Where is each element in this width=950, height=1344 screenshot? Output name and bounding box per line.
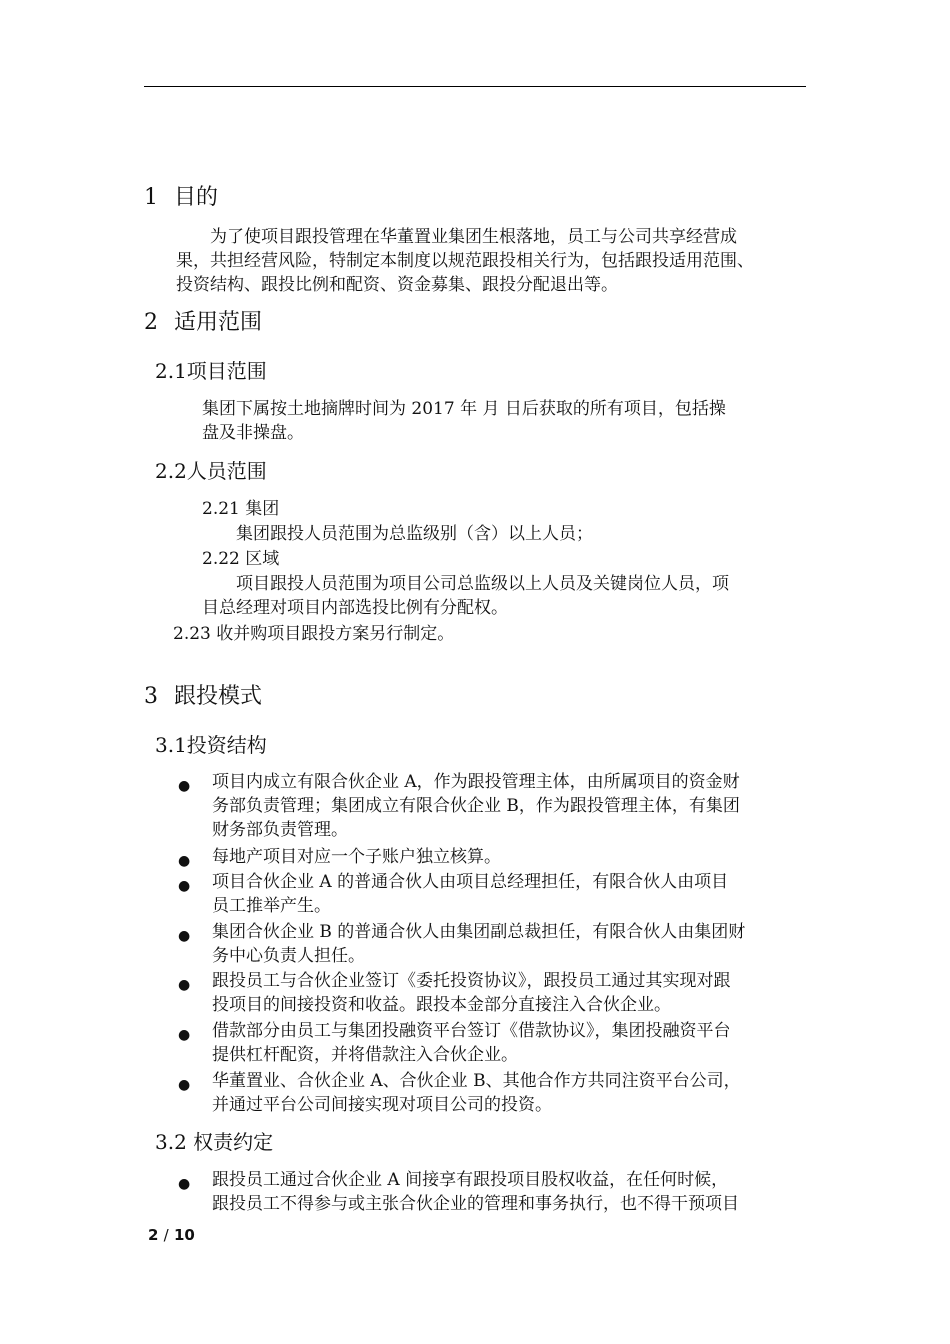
- section-2-21-body: 集团跟投人员范围为总监级别（含）以上人员；: [236, 524, 593, 544]
- list-item: ● 跟投员工与合伙企业签订《委托投资协议》，跟投员工通过其实现对跟 投项目的间接投资和收益。跟投本金部分直接注入合伙企业。: [178, 971, 731, 1015]
- section-2-22-body: 项目跟投人员范围为项目公司总监级以上人员及关键岗位人员，项 目总经理对项目内部选投比例有分配权。: [202, 574, 729, 618]
- header-rule: [144, 86, 806, 87]
- section-2-23-body: 2.23 收并购项目跟投方案另行制定。: [173, 624, 455, 644]
- bullet-icon: ●: [178, 1077, 191, 1093]
- section-2-2-heading: 2.2人员范围: [155, 459, 267, 483]
- section-2-22-title: 2.22 区域: [202, 549, 280, 569]
- list-item: ● 借款部分由员工与集团投融资平台签订《借款协议》，集团投融资平台 提供杠杆配资，并将借款注入合伙企业。: [178, 1021, 731, 1065]
- list-item: ● 华董置业、合伙企业 A、合伙企业 B、其他合作方共同注资平台公司， 并通过平台公司间接实现对项目公司的投资。: [178, 1071, 741, 1115]
- bullet-icon: ●: [178, 977, 191, 993]
- bullet-icon: ●: [178, 853, 191, 869]
- section-2-21-title: 2.21 集团: [202, 499, 280, 519]
- section-1-body: 为了使项目跟投管理在华董置业集团生根落地，员工与公司共享经营成 果，共担经营风险，特制定本制度以规范跟投相关行为，包括跟投适用范围、 投资结构、跟投比例和配资、资金募集、跟投分配退出等。: [176, 227, 754, 295]
- bullet-icon: ●: [178, 778, 191, 794]
- list-item: ● 项目合伙企业 A 的普通合伙人由项目总经理担任，有限合伙人由项目 员工推举产生。: [178, 872, 729, 916]
- list-item: ● 集团合伙企业 B 的普通合伙人由集团副总裁担任，有限合伙人由集团财 务中心负责人担任。: [178, 922, 746, 966]
- list-item: ● 项目内成立有限合伙企业 A，作为跟投管理主体，由所属项目的资金财 务部负责管理；集团成立有限合伙企业 B，作为跟投管理主体，有集团 财务部负责管理。: [178, 772, 740, 840]
- bullet-icon: ●: [178, 928, 191, 944]
- section-2-1-body: 集团下属按土地摘牌时间为 2017 年 月 日后获取的所有项目，包括操 盘及非操盘。: [202, 399, 726, 443]
- section-3-heading: 3 跟投模式: [144, 684, 263, 709]
- section-2-1-heading: 2.1项目范围: [155, 359, 267, 383]
- page-number: 2 / 10: [148, 1226, 195, 1244]
- bullet-icon: ●: [178, 878, 191, 894]
- list-item: ● 跟投员工通过合伙企业 A 间接享有跟投项目股权收益，在任何时候， 跟投员工不得参与或主张合伙企业的管理和事务执行，也不得干预项目: [178, 1170, 739, 1214]
- section-2-heading: 2 适用范围: [144, 310, 263, 335]
- section-3-1-heading: 3.1投资结构: [155, 733, 267, 757]
- bullet-icon: ●: [178, 1027, 191, 1043]
- section-3-2-heading: 3.2 权责约定: [155, 1130, 274, 1154]
- list-item: ● 每地产项目对应一个子账户独立核算。: [178, 845, 808, 869]
- section-1-heading: 1 目的: [144, 185, 219, 210]
- bullet-icon: ●: [178, 1176, 191, 1192]
